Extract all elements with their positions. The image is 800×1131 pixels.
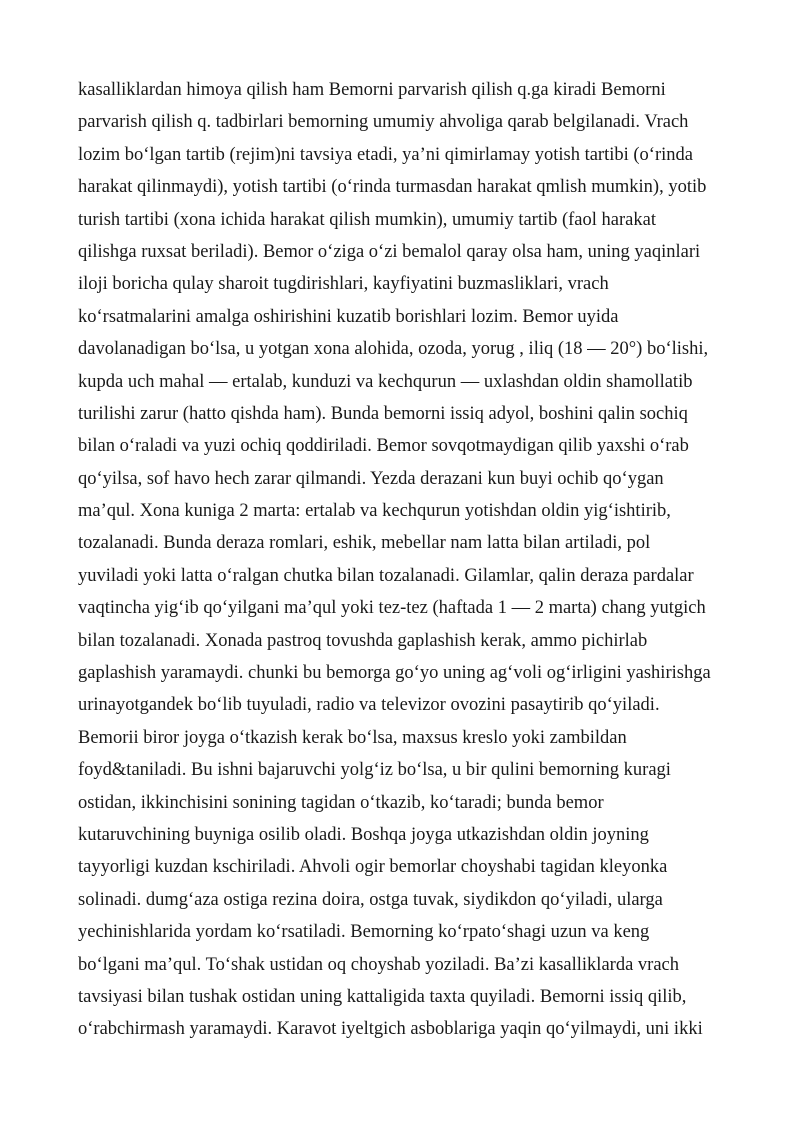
text-line: foyd&taniladi. Bu ishni bajaruvchi yolg‘iz bo‘lsa, u bir qulini bemorning kuragi	[78, 760, 671, 781]
text-line: kasalliklardan himoya qilish ham Bemorni parvarish qilish q.ga kiradi Bemorni	[78, 80, 666, 100]
text-line: qilishga ruxsat beriladi). Bemor o‘ziga o‘zi bemalol qaray olsa ham, uning yaqinlari	[78, 241, 701, 262]
text-line: parvarish qilish q. tadbirlari bemorning umumiy ahvoliga qarab belgilanadi. Vrach	[78, 112, 689, 133]
text-line: ma’qul. Xona kuniga 2 marta: ertalab va kechqurun yotishdan oldin yig‘ishtirib,	[78, 501, 671, 522]
text-line: yuviladi yoki latta o‘ralgan chutka bilan tozalanadi. Gilamlar, qalin deraza pardalar	[78, 565, 694, 586]
body-text	[78, 74, 728, 1046]
text-line: yechinishlarida yordam ko‘rsatiladi. Bemorning ko‘rpato‘shagi uzun va keng	[78, 922, 650, 943]
text-line: Bemorii biror joyga o‘tkazish kerak bo‘lsa, maxsus kreslo yoki zambildan	[78, 727, 627, 748]
text-line: solinadi. dumg‘aza ostiga rezina doira, ostga tuvak, siydikdon qo‘yiladi, ularga	[78, 889, 663, 910]
text-line: tavsiyasi bilan tushak ostidan uning kattaligida taxta quyiladi. Bemorni issiq qilib,	[78, 986, 687, 1007]
text-line: iloji boricha qulay sharoit tugdirishlari, kayfiyatini buzmasliklari, vrach	[78, 274, 609, 295]
text-line: tozalanadi. Bunda deraza romlari, eshik, mebellar nam latta bilan artiladi, pol	[78, 533, 651, 554]
text-line: kupda uch mahal — ertalab, kunduzi va kechqurun — uxlashdan oldin shamollatib	[78, 371, 693, 392]
text-line: turish tartibi (xona ichida harakat qilish mumkin), umumiy tartib (faol harakat	[78, 209, 656, 230]
text-line: ostidan, ikkinchisini sonining tagidan o‘tkazib, ko‘taradi; bunda bemor	[78, 792, 604, 813]
text-line: davolanadigan bo‘lsa, u yotgan xona alohida, ozoda, yorug , iliq (18 — 20°) bo‘lishi,	[78, 339, 709, 360]
text-line: harakat qilinmaydi), yotish tartibi (o‘rinda turmasdan harakat qmlish mumkin), yotib	[78, 177, 707, 198]
text-line: vaqtincha yig‘ib qo‘yilgani ma’qul yoki tez-tez (haftada 1 — 2 marta) chang yutgich	[78, 598, 706, 619]
text-line: ko‘rsatmalarini amalga oshirishini kuzatib borishlari lozim. Bemor uyida	[78, 306, 619, 327]
text-line: tayyorligi kuzdan kschiriladi. Ahvoli ogir bemorlar choyshabi tagidan kleyonka	[78, 857, 668, 878]
text-line: gaplashish yaramaydi. chunki bu bemorga go‘yo uning ag‘voli og‘irligini yashirishga	[78, 663, 711, 684]
text-line: o‘rabchirmash yaramaydi. Karavot iyeltgich asboblariga yaqin qo‘yilmaydi, uni ikki	[78, 1019, 703, 1040]
text-line: bo‘lgani ma’qul. To‘shak ustidan oq choyshab yoziladi. Ba’zi kasalliklarda vrach	[78, 954, 679, 975]
text-line: kutaruvchining buyniga osilib oladi. Boshqa joyga utkazishdan oldin joyning	[78, 824, 649, 845]
text-line: lozim bo‘lgan tartib (rejim)ni tavsiya etadi, ya’ni qimirlamay yotish tartibi (o‘rinda	[78, 144, 693, 165]
text-line: qo‘yilsa, sof havo hech zarar qilmandi. Yezda derazani kun buyi ochib qo‘ygan	[78, 468, 664, 489]
text-line: bilan tozalanadi. Xonada pastroq tovushda gaplashish kerak, ammo pichirlab	[78, 630, 648, 651]
text-line: urinayotgandek bo‘lib tuyuladi, radio va televizor ovozini pasaytirib qo‘yiladi.	[78, 695, 660, 716]
text-line: turilishi zarur (hatto qishda ham). Bunda bemorni issiq adyol, boshini qalin sochiq	[78, 403, 688, 424]
text-line: bilan o‘raladi va yuzi ochiq qoddiriladi. Bemor sovqotmaydigan qilib yaxshi o‘rab	[78, 436, 689, 457]
